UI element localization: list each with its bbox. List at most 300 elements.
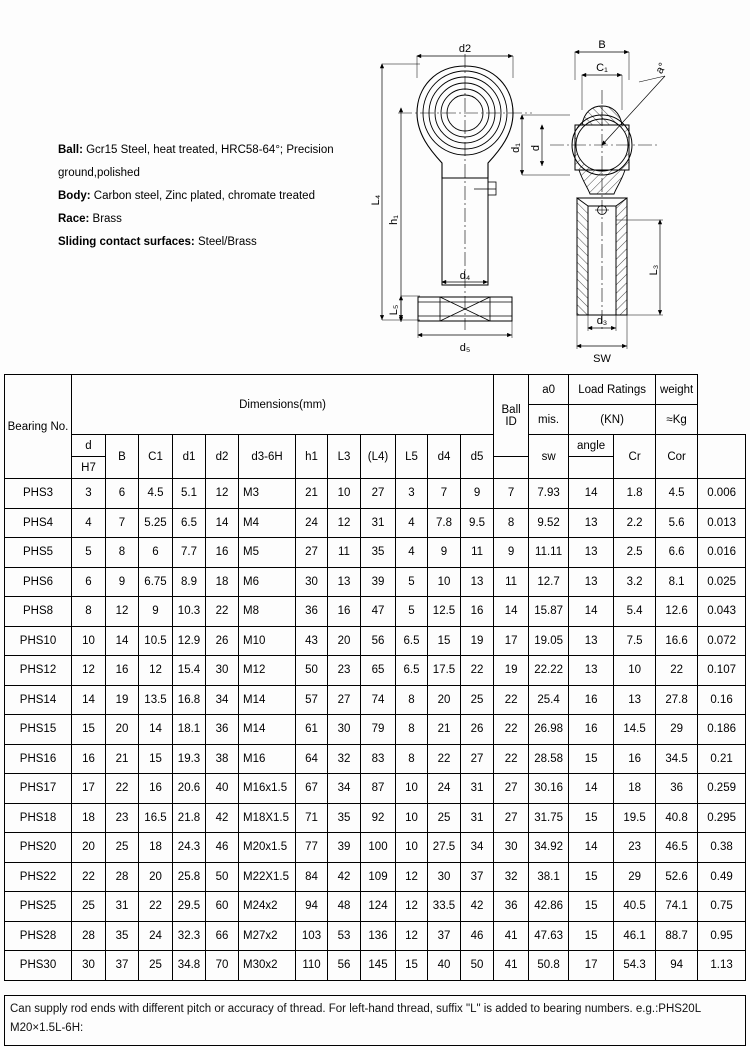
spec-line-body	[58, 185, 378, 208]
cell-w: 0.21	[698, 744, 746, 774]
cell-d1: 6.5	[173, 508, 206, 538]
spec-line-sliding	[58, 231, 378, 254]
cell-angle: 14	[569, 833, 614, 863]
cell-angle: 14	[569, 597, 614, 627]
cell-h1: 30	[296, 567, 328, 597]
cell-Cr: 3.2	[614, 567, 656, 597]
cell-angle: 15	[569, 803, 614, 833]
cell-B: 23	[106, 803, 139, 833]
cell-d1: 12.9	[173, 626, 206, 656]
cell-d2: 12	[206, 479, 239, 509]
cell-ball: 15.87	[529, 597, 569, 627]
cell-d3: M8	[239, 597, 296, 627]
cell-d2: 66	[206, 921, 239, 951]
cell-d3: M3	[239, 479, 296, 509]
table-row	[5, 951, 746, 981]
cell-ball: 12.7	[529, 567, 569, 597]
cell-ball: 22.22	[529, 656, 569, 686]
cell-d3: M30x2	[239, 951, 296, 981]
dim-label-L4: L₄	[370, 194, 382, 206]
cell-ball: 7.93	[529, 479, 569, 509]
cell-Cor: 36	[656, 774, 698, 804]
cell-ball: 28.58	[529, 744, 569, 774]
table-row	[5, 715, 746, 745]
cell-d4: 30	[428, 862, 461, 892]
cell-d1: 25.8	[173, 862, 206, 892]
cell-d3: M27x2	[239, 921, 296, 951]
cell-d4: 17.5	[428, 656, 461, 686]
cell-ball: 30.16	[529, 774, 569, 804]
th-angle-spacer	[569, 457, 614, 479]
cell-w: 0.043	[698, 597, 746, 627]
cell-Cor: 5.6	[656, 508, 698, 538]
cell-B: 16	[106, 656, 139, 686]
th-ball-id-spacer	[494, 457, 529, 479]
cell-sw: 8	[494, 508, 529, 538]
cell-bearing-no: PHS16	[5, 744, 72, 774]
cell-Cr: 46.1	[614, 921, 656, 951]
cell-angle: 13	[569, 626, 614, 656]
cell-d4: 25	[428, 803, 461, 833]
cell-Cor: 8.1	[656, 567, 698, 597]
cell-L3: 48	[328, 892, 361, 922]
cell-w: 0.16	[698, 685, 746, 715]
dim-label-L3: L₃	[648, 264, 660, 276]
cell-angle: 15	[569, 921, 614, 951]
cell-d5: 42	[461, 892, 494, 922]
cell-d4: 27.5	[428, 833, 461, 863]
cell-Cr: 23	[614, 833, 656, 863]
spec-value-body: Carbon steel, Zinc plated, chromate treated	[90, 190, 315, 202]
cell-L3: 20	[328, 626, 361, 656]
cell-ball: 31.75	[529, 803, 569, 833]
cell-C1: 6.75	[139, 567, 173, 597]
cell-L5: 6.5	[396, 656, 428, 686]
table-row	[5, 656, 746, 686]
cell-d: 28	[72, 921, 106, 951]
cell-ball: 47.63	[529, 921, 569, 951]
cell-L4: 47	[361, 597, 396, 627]
cell-angle: 15	[569, 892, 614, 922]
cell-h1: 103	[296, 921, 328, 951]
cell-C1: 22	[139, 892, 173, 922]
cell-Cor: 16.6	[656, 626, 698, 656]
cell-d2: 50	[206, 862, 239, 892]
cell-Cor: 22	[656, 656, 698, 686]
dim-label-B: B	[598, 39, 606, 51]
cell-Cr: 18	[614, 774, 656, 804]
cell-Cor: 52.6	[656, 862, 698, 892]
cell-w: 0.025	[698, 567, 746, 597]
cell-L5: 8	[396, 744, 428, 774]
cell-d5: 16	[461, 597, 494, 627]
cell-d3: M22X1.5	[239, 862, 296, 892]
cell-L4: 31	[361, 508, 396, 538]
cell-ball: 50.8	[529, 951, 569, 981]
th-d2: d2	[206, 435, 239, 479]
cell-d5: 34	[461, 833, 494, 863]
spec-value-race: Brass	[89, 213, 122, 225]
cell-w: 0.95	[698, 921, 746, 951]
cell-d2: 14	[206, 508, 239, 538]
cell-L5: 12	[396, 921, 428, 951]
cell-ball: 19.05	[529, 626, 569, 656]
th-a0: a0	[529, 375, 569, 405]
cell-d4: 21	[428, 715, 461, 745]
cell-L3: 35	[328, 803, 361, 833]
cell-d3: M10	[239, 626, 296, 656]
table-row	[5, 833, 746, 863]
cell-d: 22	[72, 862, 106, 892]
cell-B: 37	[106, 951, 139, 981]
cell-d1: 34.8	[173, 951, 206, 981]
cell-d: 16	[72, 744, 106, 774]
cell-ball: 11.11	[529, 538, 569, 568]
cell-w: 0.072	[698, 626, 746, 656]
cell-L5: 10	[396, 774, 428, 804]
cell-angle: 13	[569, 538, 614, 568]
cell-L4: 39	[361, 567, 396, 597]
cell-L5: 15	[396, 951, 428, 981]
cell-h1: 43	[296, 626, 328, 656]
cell-B: 8	[106, 538, 139, 568]
th-d4: d4	[428, 435, 461, 479]
cell-Cor: 40.8	[656, 803, 698, 833]
cell-sw: 36	[494, 892, 529, 922]
cell-angle: 14	[569, 774, 614, 804]
cell-d4: 15	[428, 626, 461, 656]
cell-sw: 32	[494, 862, 529, 892]
cell-d2: 34	[206, 685, 239, 715]
cell-L4: 56	[361, 626, 396, 656]
cell-h1: 67	[296, 774, 328, 804]
cell-L5: 12	[396, 892, 428, 922]
cell-C1: 20	[139, 862, 173, 892]
dim-label-d: d	[530, 144, 542, 152]
cell-L3: 27	[328, 685, 361, 715]
cell-ball: 38.1	[529, 862, 569, 892]
table-row	[5, 892, 746, 922]
cell-Cor: 46.5	[656, 833, 698, 863]
cell-d1: 19.3	[173, 744, 206, 774]
cell-d: 30	[72, 951, 106, 981]
th-h7: H7	[72, 457, 106, 479]
spec-key-sliding: Sliding contact surfaces:	[58, 236, 195, 248]
cell-L4: 27	[361, 479, 396, 509]
spec-value-sliding: Steel/Brass	[194, 236, 257, 248]
cell-d5: 13	[461, 567, 494, 597]
cell-angle: 13	[569, 567, 614, 597]
cell-d4: 7	[428, 479, 461, 509]
cell-B: 14	[106, 626, 139, 656]
cell-d4: 9	[428, 538, 461, 568]
cell-d1: 10.3	[173, 597, 206, 627]
cell-d1: 15.4	[173, 656, 206, 686]
cell-bearing-no: PHS12	[5, 656, 72, 686]
th-d1: d1	[173, 435, 206, 479]
th-dimensions: Dimensions(mm)	[72, 375, 494, 435]
cell-d1: 21.8	[173, 803, 206, 833]
cell-d4: 10	[428, 567, 461, 597]
cell-L4: 136	[361, 921, 396, 951]
cell-L3: 16	[328, 597, 361, 627]
spec-line-race	[58, 208, 378, 231]
cell-L3: 32	[328, 744, 361, 774]
cell-d4: 7.8	[428, 508, 461, 538]
cell-Cor: 6.6	[656, 538, 698, 568]
cell-d1: 18.1	[173, 715, 206, 745]
cell-bearing-no: PHS3	[5, 479, 72, 509]
cell-bearing-no: PHS14	[5, 685, 72, 715]
cell-d: 4	[72, 508, 106, 538]
cell-angle: 15	[569, 744, 614, 774]
cell-w: 1.13	[698, 951, 746, 981]
cell-h1: 27	[296, 538, 328, 568]
cell-w: 0.107	[698, 656, 746, 686]
cell-C1: 16.5	[139, 803, 173, 833]
cell-C1: 4.5	[139, 479, 173, 509]
cell-ball: 34.92	[529, 833, 569, 863]
cell-d: 10	[72, 626, 106, 656]
bearing-dimensions-table	[4, 374, 746, 981]
th-B: B	[106, 435, 139, 479]
cell-h1: 110	[296, 951, 328, 981]
cell-L3: 10	[328, 479, 361, 509]
cell-sw: 30	[494, 833, 529, 863]
cell-d3: M12	[239, 656, 296, 686]
cell-d2: 60	[206, 892, 239, 922]
cell-bearing-no: PHS4	[5, 508, 72, 538]
cell-d4: 40	[428, 951, 461, 981]
cell-d1: 7.7	[173, 538, 206, 568]
cell-d: 17	[72, 774, 106, 804]
cell-sw: 17	[494, 626, 529, 656]
cell-d: 20	[72, 833, 106, 863]
cell-bearing-no: PHS18	[5, 803, 72, 833]
cell-d2: 38	[206, 744, 239, 774]
cell-Cr: 19.5	[614, 803, 656, 833]
cell-d3: M20x1.5	[239, 833, 296, 863]
cell-h1: 36	[296, 597, 328, 627]
cell-angle: 13	[569, 656, 614, 686]
cell-Cr: 14.5	[614, 715, 656, 745]
cell-bearing-no: PHS28	[5, 921, 72, 951]
cell-ball: 9.52	[529, 508, 569, 538]
table-row	[5, 538, 746, 568]
cell-L3: 39	[328, 833, 361, 863]
cell-d: 25	[72, 892, 106, 922]
cell-d2: 42	[206, 803, 239, 833]
dim-label-d4: d₄	[459, 270, 471, 282]
cell-L4: 74	[361, 685, 396, 715]
cell-L4: 100	[361, 833, 396, 863]
cell-C1: 6	[139, 538, 173, 568]
th-L4: (L4)	[361, 435, 396, 479]
cell-L5: 8	[396, 715, 428, 745]
th-kg: ≈Kg	[656, 405, 698, 435]
cell-L3: 30	[328, 715, 361, 745]
cell-angle: 13	[569, 508, 614, 538]
cell-B: 19	[106, 685, 139, 715]
cell-d5: 19	[461, 626, 494, 656]
cell-d5: 9	[461, 479, 494, 509]
cell-w: 0.259	[698, 774, 746, 804]
cell-Cr: 1.8	[614, 479, 656, 509]
cell-d1: 29.5	[173, 892, 206, 922]
cell-L5: 5	[396, 567, 428, 597]
dim-label-C1: C₁	[596, 62, 608, 74]
cell-d3: M16x1.5	[239, 774, 296, 804]
cell-h1: 61	[296, 715, 328, 745]
cell-d4: 33.5	[428, 892, 461, 922]
cell-Cr: 10	[614, 656, 656, 686]
cell-sw: 9	[494, 538, 529, 568]
cell-angle: 15	[569, 862, 614, 892]
table-row	[5, 597, 746, 627]
cell-L4: 109	[361, 862, 396, 892]
cell-d3: M14	[239, 685, 296, 715]
cell-d1: 20.6	[173, 774, 206, 804]
th-angle: angle	[569, 435, 614, 457]
cell-sw: 41	[494, 951, 529, 981]
cell-B: 28	[106, 862, 139, 892]
cell-Cor: 34.5	[656, 744, 698, 774]
cell-bearing-no: PHS5	[5, 538, 72, 568]
cell-d4: 20	[428, 685, 461, 715]
th-load-ratings: Load Ratings	[569, 375, 656, 405]
cell-L5: 10	[396, 803, 428, 833]
cell-C1: 13.5	[139, 685, 173, 715]
cell-sw: 22	[494, 715, 529, 745]
th-d: d	[72, 435, 106, 457]
cell-d: 6	[72, 567, 106, 597]
cell-sw: 27	[494, 774, 529, 804]
cell-L3: 56	[328, 951, 361, 981]
cell-Cor: 12.6	[656, 597, 698, 627]
cell-C1: 9	[139, 597, 173, 627]
cell-d2: 46	[206, 833, 239, 863]
cell-angle: 14	[569, 479, 614, 509]
cell-L4: 145	[361, 951, 396, 981]
th-bearing-no: Bearing No.	[5, 375, 72, 479]
cell-ball: 42.86	[529, 892, 569, 922]
cell-L4: 65	[361, 656, 396, 686]
cell-sw: 14	[494, 597, 529, 627]
table-row	[5, 862, 746, 892]
cell-Cr: 2.2	[614, 508, 656, 538]
cell-d4: 12.5	[428, 597, 461, 627]
cell-L3: 12	[328, 508, 361, 538]
cell-w: 0.013	[698, 508, 746, 538]
cell-C1: 16	[139, 774, 173, 804]
cell-Cor: 27.8	[656, 685, 698, 715]
th-mis: mis.	[529, 405, 569, 435]
cell-h1: 64	[296, 744, 328, 774]
cell-Cr: 16	[614, 744, 656, 774]
cell-w: 0.186	[698, 715, 746, 745]
cell-d5: 27	[461, 744, 494, 774]
cell-d5: 25	[461, 685, 494, 715]
cell-bearing-no: PHS25	[5, 892, 72, 922]
cell-Cor: 29	[656, 715, 698, 745]
cell-h1: 77	[296, 833, 328, 863]
cell-L5: 6.5	[396, 626, 428, 656]
cell-d: 18	[72, 803, 106, 833]
cell-sw: 7	[494, 479, 529, 509]
cell-L5: 5	[396, 597, 428, 627]
technical-drawing	[370, 30, 740, 370]
top-section	[0, 0, 750, 372]
cell-h1: 57	[296, 685, 328, 715]
cell-d3: M4	[239, 508, 296, 538]
cell-L5: 3	[396, 479, 428, 509]
dim-label-d2: d2	[458, 43, 472, 55]
cell-C1: 14	[139, 715, 173, 745]
cell-L4: 87	[361, 774, 396, 804]
table-row	[5, 774, 746, 804]
cell-L3: 11	[328, 538, 361, 568]
dim-label-h1: h₁	[388, 215, 400, 225]
cell-L3: 23	[328, 656, 361, 686]
cell-angle: 16	[569, 685, 614, 715]
dim-label-d3: d₃	[596, 315, 608, 327]
dim-label-SW: SW	[593, 353, 611, 365]
cell-Cr: 2.5	[614, 538, 656, 568]
cell-d2: 36	[206, 715, 239, 745]
th-weight-unit	[698, 435, 746, 479]
material-specifications	[58, 139, 378, 254]
cell-d3: M14	[239, 715, 296, 745]
th-cr: Cr	[614, 435, 656, 479]
cell-d2: 16	[206, 538, 239, 568]
cell-B: 35	[106, 921, 139, 951]
cell-d5: 26	[461, 715, 494, 745]
th-h1: h1	[296, 435, 328, 479]
cell-d: 5	[72, 538, 106, 568]
cell-d1: 5.1	[173, 479, 206, 509]
cell-L3: 13	[328, 567, 361, 597]
cell-C1: 12	[139, 656, 173, 686]
cell-Cor: 4.5	[656, 479, 698, 509]
dim-label-L5: L₅	[388, 304, 400, 316]
cell-h1: 84	[296, 862, 328, 892]
cell-sw: 22	[494, 744, 529, 774]
cell-bearing-no: PHS20	[5, 833, 72, 863]
spec-value-ball: Gcr15 Steel, heat treated, HRC58-64°; Precision ground,polished	[58, 144, 334, 179]
cell-L3: 53	[328, 921, 361, 951]
cell-d5: 50	[461, 951, 494, 981]
cell-C1: 25	[139, 951, 173, 981]
cell-d4: 37	[428, 921, 461, 951]
cell-B: 31	[106, 892, 139, 922]
cell-sw: 19	[494, 656, 529, 686]
cell-d2: 22	[206, 597, 239, 627]
cell-Cr: 13	[614, 685, 656, 715]
cell-L4: 83	[361, 744, 396, 774]
rod-end-drawing-svg	[370, 30, 740, 370]
cell-C1: 5.25	[139, 508, 173, 538]
th-C1: C1	[139, 435, 173, 479]
cell-B: 9	[106, 567, 139, 597]
cell-w: 0.006	[698, 479, 746, 509]
cell-ball: 26.98	[529, 715, 569, 745]
cell-d: 14	[72, 685, 106, 715]
cell-d: 3	[72, 479, 106, 509]
th-weight: weight	[656, 375, 698, 405]
cell-d2: 18	[206, 567, 239, 597]
cell-d5: 31	[461, 774, 494, 804]
th-sw: sw	[529, 435, 569, 479]
